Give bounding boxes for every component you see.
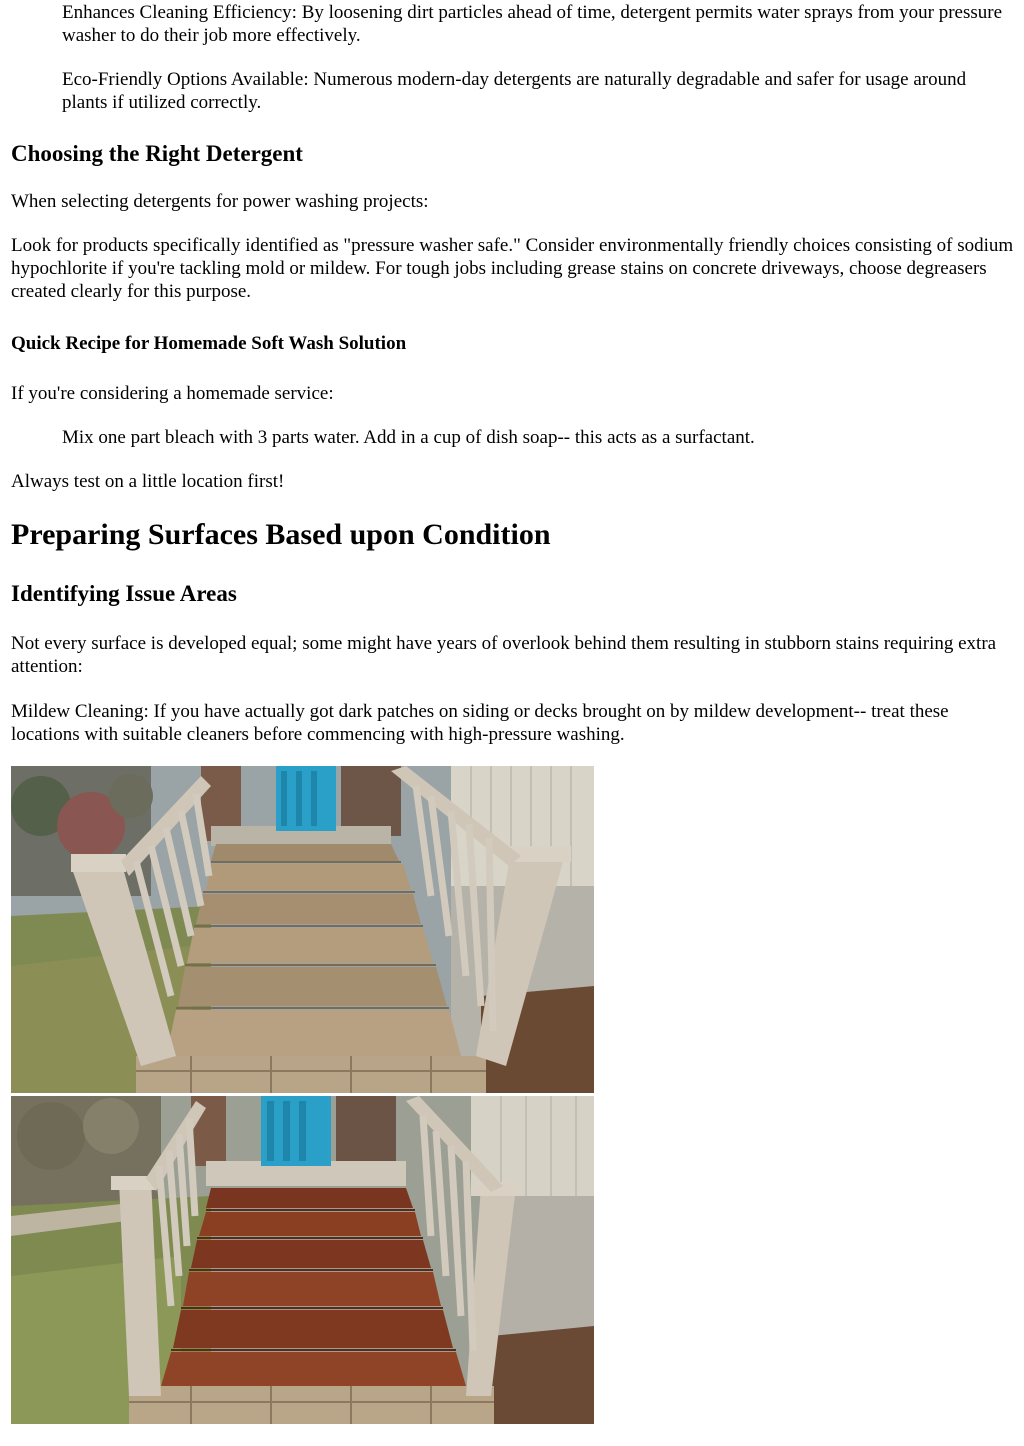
issue-areas-para: Not every surface is developed equal; some might have years of overlook behind them resulting in stubborn stains requiring extra attention: (11, 633, 997, 677)
before-stairs-illustration (11, 766, 594, 1093)
before-stairs-photo (11, 766, 594, 1093)
choosing-lead: When selecting detergents for power washing projects: (11, 191, 429, 212)
mildew-para: Mildew Cleaning: If you have actually got dark patches on siding or decks brought on by mildew development-- treat these locations with suitable cleaners before commencing with high-pressure washing. (11, 701, 949, 745)
choosing-body: Look for products specifically identified as "pressure washer safe." Consider environmentally friendly choices consisting of sodium hypochlorite if you're tackling mold or mildew. For tough jobs including grease stains on concrete driveways, choose degreasers created clearly for this purpose. (11, 235, 1014, 302)
recipe-heading: Quick Recipe for Homemade Soft Wash Solution (11, 333, 407, 354)
recipe-step: Mix one part bleach with 3 parts water. Add in a cup of dish soap-- this acts as a surfactant. (62, 427, 755, 448)
section-heading-choosing: Choosing the Right Detergent (11, 141, 303, 166)
section-heading-preparing: Preparing Surfaces Based upon Condition (11, 518, 551, 551)
subsection-heading-issue-areas: Identifying Issue Areas (11, 581, 237, 606)
recipe-lead: If you're considering a homemade service: (11, 383, 334, 404)
recipe-tip: Always test on a little location first! (11, 471, 285, 492)
after-stairs-photo (11, 1096, 594, 1424)
list-item: Eco-Friendly Options Available: Numerous modern-day detergents are naturally degradable and safer for usage around plants if utilized correctly. (62, 69, 967, 113)
list-item: Enhances Cleaning Efficiency: By loosening dirt particles ahead of time, detergent permits water sprays from your pressure washer to do their job more effectively. (62, 2, 1003, 46)
after-stairs-illustration (11, 1096, 594, 1424)
